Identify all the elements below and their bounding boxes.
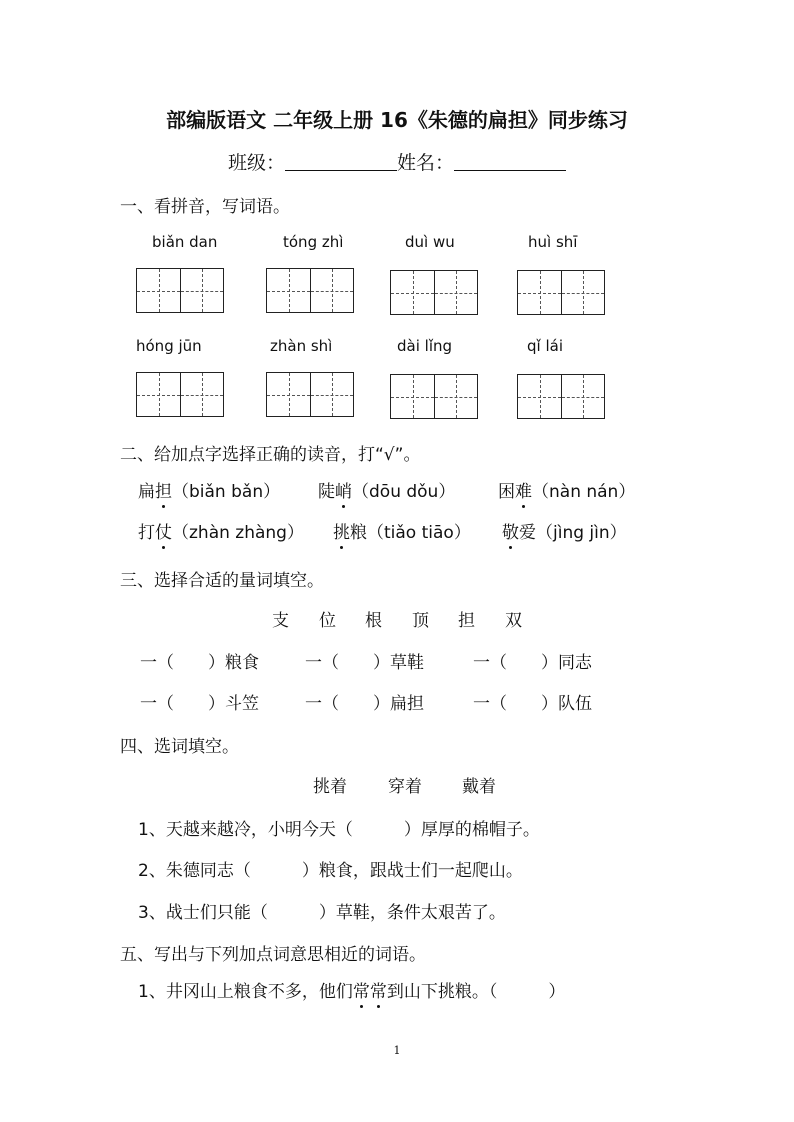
measure-word-choice: 顶	[412, 611, 429, 631]
pinyin-6: zhàn shì	[270, 337, 333, 355]
measure-word-choice: 根	[365, 611, 382, 631]
sentence-item[interactable]: 1、天越来越冷，小明今天（ ）厚厚的棉帽子。	[138, 820, 540, 840]
name-blank[interactable]	[454, 150, 566, 171]
class-label: 班级：	[227, 152, 285, 174]
tianzige-box[interactable]	[517, 374, 605, 419]
measure-word-choice: 支	[272, 611, 289, 631]
reading-item: 打仗（zhàn zhàng）	[138, 518, 304, 543]
measure-word-choice: 位	[319, 611, 336, 631]
pinyin-5: hóng jūn	[136, 337, 202, 355]
page-number: 1	[393, 1044, 401, 1057]
measure-word-choice: 担	[458, 611, 475, 631]
class-blank[interactable]	[285, 150, 397, 171]
fill-blank-item[interactable]: 一（ ）粮食	[140, 653, 259, 673]
student-info-line	[0, 148, 794, 175]
sentence-item[interactable]: 3、战士们只能（ ）草鞋，条件太艰苦了。	[138, 903, 506, 923]
page-title: 部编版语文 二年级上册 16《朱德的扁担》同步练习	[166, 108, 628, 132]
tianzige-box[interactable]	[266, 268, 354, 313]
fill-blank-item[interactable]: 一（ ）斗笠	[140, 694, 259, 714]
pinyin-1: biǎn dan	[152, 233, 218, 251]
name-label: 姓名：	[397, 152, 455, 174]
section-5-heading: 五、写出与下列加点词意思相近的词语。	[120, 945, 426, 965]
fill-blank-item[interactable]: 一（ ）扁担	[305, 694, 424, 714]
sentence-item[interactable]: 2、朱德同志（ ）粮食，跟战士们一起爬山。	[138, 861, 523, 881]
section-4-heading: 四、选词填空。	[120, 737, 239, 757]
word-choice: 戴着	[462, 777, 496, 797]
pinyin-2: tóng zhì	[283, 233, 344, 251]
tianzige-box[interactable]	[390, 374, 478, 419]
word-choice: 穿着	[388, 777, 422, 797]
fill-blank-item[interactable]: 一（ ）同志	[473, 653, 592, 673]
pinyin-8: qǐ lái	[527, 337, 563, 355]
measure-word-choice: 双	[505, 611, 522, 631]
fill-blank-item[interactable]: 一（ ）草鞋	[305, 653, 424, 673]
section-2-heading: 二、给加点字选择正确的读音，打“√”。	[120, 445, 421, 465]
sentence-item[interactable]: 1、井冈山上粮食不多，他们常常到山下挑粮。（ ）	[138, 977, 565, 1002]
tianzige-box[interactable]	[517, 270, 605, 315]
tianzige-box[interactable]	[136, 268, 224, 313]
section-1-heading: 一、看拼音，写词语。	[120, 197, 290, 217]
reading-item: 敬爱（jìng jìn）	[502, 518, 627, 543]
word-choice: 挑着	[313, 777, 347, 797]
fill-blank-item[interactable]: 一（ ）队伍	[473, 694, 592, 714]
pinyin-4: huì shī	[528, 233, 578, 251]
pinyin-7: dài lǐng	[397, 337, 453, 355]
reading-item: 困难（nàn nán）	[498, 477, 635, 502]
section-3-heading: 三、选择合适的量词填空。	[120, 571, 324, 591]
reading-item: 挑粮（tiǎo tiāo）	[333, 518, 471, 543]
tianzige-box[interactable]	[390, 270, 478, 315]
reading-item: 扁担（biǎn bǎn）	[138, 477, 280, 502]
tianzige-box[interactable]	[136, 372, 224, 417]
tianzige-box[interactable]	[266, 372, 354, 417]
reading-item: 陡峭（dōu dǒu）	[318, 477, 455, 502]
pinyin-3: duì wu	[405, 233, 455, 251]
